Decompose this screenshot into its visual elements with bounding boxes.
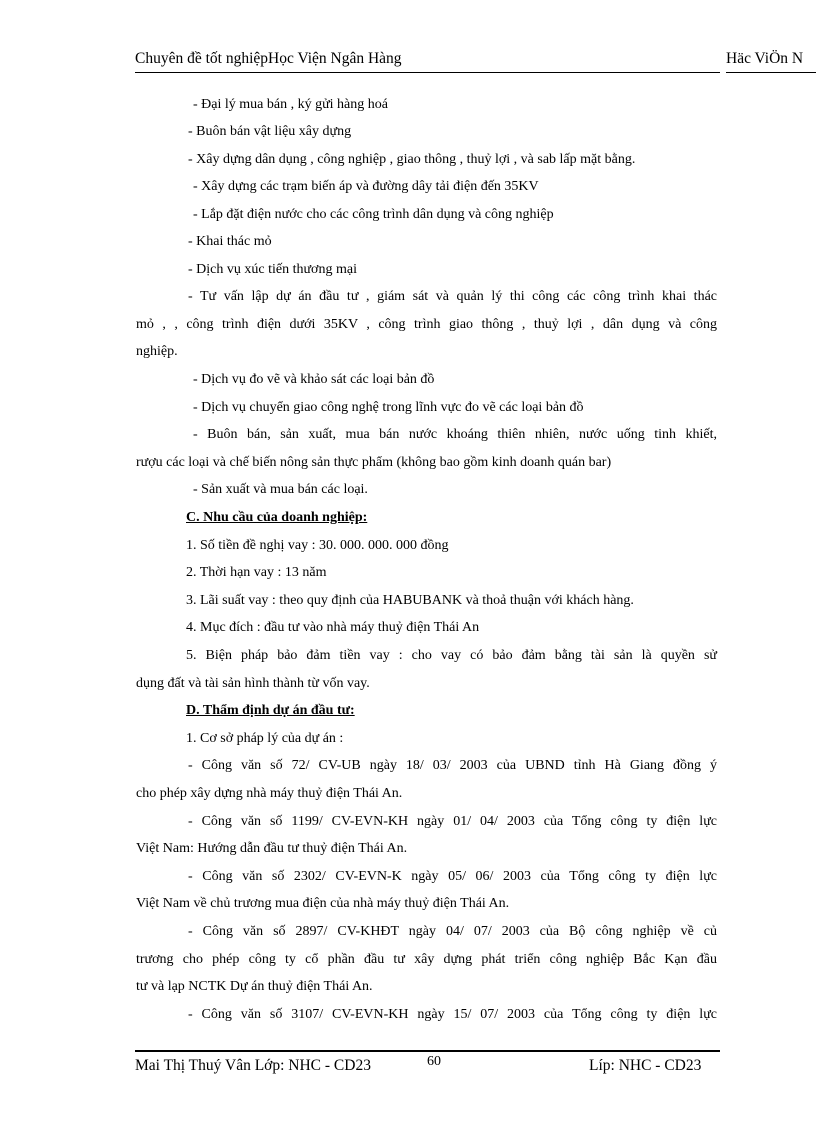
body-line: - Xây dựng các trạm biến áp và đường dây tải điện đến 35KV	[193, 179, 539, 194]
body-line: - Công văn số 1199/ CV-EVN-KH ngày 01/ 04/ 2003 của Tổng công ty điện lực	[188, 814, 717, 829]
body-line: 1. Cơ sở pháp lý của dự án :	[186, 731, 344, 746]
header-right: Häc ViÖn N	[726, 50, 804, 67]
body-line: trương cho phép công ty cổ phần đầu tư xây dựng phát triển công nghiệp Bắc Kạn đầu	[136, 952, 717, 967]
body-line: - Đại lý mua bán , ký gửi hàng hoá	[193, 97, 388, 112]
body-line: 3. Lãi suất vay : theo quy định của HABUBANK và thoả thuận với khách hàng.	[186, 593, 634, 608]
body-line: - Công văn số 2897/ CV-KHĐT ngày 04/ 07/ 2003 của Bộ công nghiệp về củ	[188, 924, 717, 939]
footer-left: Mai Thị Thuý Vân Lớp: NHC - CD23	[135, 1057, 371, 1074]
body-line: Việt Nam về chủ trương mua điện của nhà máy thuỷ điện Thái An.	[136, 896, 510, 911]
body-line: 1. Số tiền đề nghị vay : 30. 000. 000. 000 đồng	[186, 538, 449, 553]
footer-rule	[135, 1050, 720, 1052]
body-line: - Khai thác mỏ	[188, 234, 272, 249]
body-line: - Tư vấn lập dự án đầu tư , giám sát và quản lý thi công các công trình khai thác	[188, 289, 717, 304]
body-line: cho phép xây dựng nhà máy thuỷ điện Thái An.	[136, 786, 403, 801]
body-line: - Xây dựng dân dụng , công nghiệp , giao thông , thuỷ lợi , và sab lấp mặt bằng.	[188, 152, 636, 167]
body-line: - Công văn số 2302/ CV-EVN-K ngày 05/ 06/ 2003 của Tổng công ty điện lực	[188, 869, 717, 884]
body-line: 4. Mục đích : đầu tư vào nhà máy thuỷ điện Thái An	[186, 620, 480, 635]
body-line: nghiệp.	[136, 344, 178, 359]
body-line: - Công văn số 72/ CV-UB ngày 18/ 03/ 2003 của UBND tỉnh Hà Giang đồng ý	[188, 758, 717, 773]
body-line: mỏ , , công trình điện dưới 35KV , công trình giao thông , thuỷ lợi , dân dụng và công	[136, 317, 717, 332]
body-line: - Dịch vụ đo vẽ và khảo sát các loại bản đồ	[193, 372, 435, 387]
header-left: Chuyên đề tốt nghiệpHọc Viện Ngân Hàng	[135, 50, 402, 67]
footer-right: Líp: NHC - CD23	[589, 1057, 702, 1074]
header-rule-right	[726, 72, 816, 73]
header-rule	[135, 72, 720, 73]
body-line: - Lắp đặt điện nước cho các công trình dân dụng và công nghiệp	[193, 207, 554, 222]
section-heading-d: D. Thẩm định dự án đầu tư:	[186, 703, 355, 718]
body-line: - Dịch vụ chuyển giao công nghệ trong lĩnh vực đo vẽ các loại bản đồ	[193, 400, 584, 415]
body-line: - Buôn bán, sản xuất, mua bán nước khoáng thiên nhiên, nước uống tinh khiết,	[193, 427, 717, 442]
body-line: 5. Biện pháp bảo đảm tiền vay : cho vay có bảo đảm bằng tài sản là quyền sử	[186, 648, 717, 663]
body-line: rượu các loại và chế biến nông sản thực phẩm (không bao gồm kinh doanh quán bar)	[136, 455, 612, 470]
body-line: - Công văn số 3107/ CV-EVN-KH ngày 15/ 07/ 2003 của Tổng công ty điện lực	[188, 1007, 717, 1022]
page-number: 60	[427, 1054, 441, 1069]
section-heading-c: C. Nhu cầu của doanh nghiệp:	[186, 510, 368, 525]
body-line: 2. Thời hạn vay : 13 năm	[186, 565, 327, 580]
body-line: tư và lạp NCTK Dự án thuỷ điện Thái An.	[136, 979, 373, 994]
body-line: - Buôn bán vật liệu xây dựng	[188, 124, 352, 139]
body-line: dụng đất và tài sản hình thành từ vốn vay.	[136, 676, 370, 691]
body-line: Việt Nam: Hướng dẫn đầu tư thuỷ điện Thái An.	[136, 841, 408, 856]
body-line: - Dịch vụ xúc tiến thương mại	[188, 262, 357, 277]
body-line: - Sản xuất và mua bán các loại.	[193, 482, 368, 497]
